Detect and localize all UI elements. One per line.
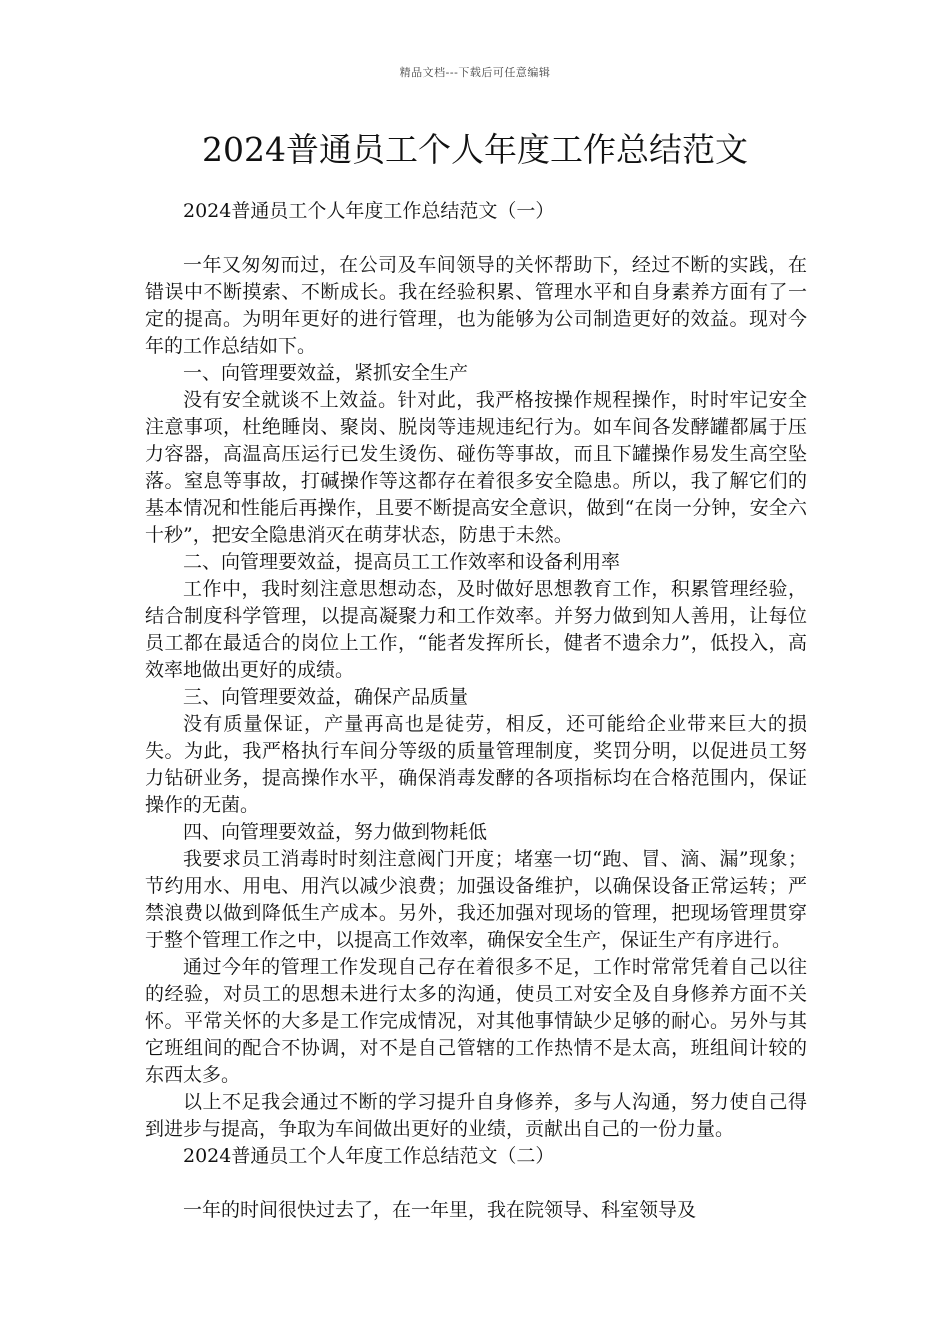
section-heading: 四、向管理要效益，努力做到物耗低 [183, 821, 488, 843]
section-subtitle: 2024普通员工个人年度工作总结范文（二） [183, 1145, 555, 1167]
section-heading: 三、向管理要效益，确保产品质量 [183, 686, 469, 708]
body-paragraph: 我要求员工消毒时时刻注意阀门开度；堵塞一切“跑、冒、滴、漏”现象；节约用水、用电、用汽以减少浪费；加强设备维护，以确保设备正常运转；严禁浪费以做到降低生产成本。另外，我还加强对现场的管理，把现场管理贯穿于整个管理工作之中，以提高工作效率，确保安全生产，保证生产有序进行。 [145, 848, 807, 951]
body-paragraph: 没有质量保证，产量再高也是徒劳，相反，还可能给企业带来巨大的损失。为此，我严格执行车间分等级的质量管理制度，奖罚分明，以促进员工努力钻研业务，提高操作水平，确保消毒发酵的各项指标均在合格范围内，保证操作的无菌。 [145, 713, 807, 816]
document-body [145, 198, 807, 1224]
section-heading: 一、向管理要效益，紧抓安全生产 [183, 362, 469, 384]
body-paragraph: 以上不足我会通过不断的学习提升自身修养，多与人沟通，努力使自己得到进步与提高，争取为车间做出更好的业绩，贡献出自己的一份力量。 [145, 1091, 807, 1140]
section-heading: 二、向管理要效益，提高员工工作效率和设备利用率 [183, 551, 621, 573]
body-paragraph: 通过今年的管理工作发现自己存在着很多不足，工作时常常凭着自己以往的经验，对员工的思想未进行太多的沟通，使员工对安全及自身修养方面不关怀。平常关怀的大多是工作完成情况，对其他事情缺少足够的耐心。另外与其它班组间的配合不协调，对不是自己管辖的工作热情不是太高，班组间计较的东西太多。 [145, 956, 807, 1086]
body-paragraph: 一年的时间很快过去了，在一年里，我在院领导、科室领导及 [183, 1199, 697, 1221]
body-paragraph: 工作中，我时刻注意思想动态，及时做好思想教育工作，积累管理经验，结合制度科学管理，以提高凝聚力和工作效率。并努力做到知人善用，让每位员工都在最适合的岗位上工作，“能者发挥所长，健者不遗余力”，低投入，高效率地做出更好的成绩。 [145, 578, 807, 681]
body-paragraph: 没有安全就谈不上效益。针对此，我严格按操作规程操作，时时牢记安全注意事项，杜绝睡岗、聚岗、脱岗等违规违纪行为。如车间各发酵罐都属于压力容器，高温高压运行已发生烫伤、碰伤等事故，而且下罐操作易发生高空坠落。窒息等事故，打碱操作等这都存在着很多安全隐患。所以，我了解它们的基本情况和性能后再操作，且要不断提高安全意识，做到“在岗一分钟，安全六十秒”，把安全隐患消灭在萌芽状态，防患于未然。 [145, 389, 807, 546]
body-paragraph: 一年又匆匆而过，在公司及车间领导的关怀帮助下，经过不断的实践，在错误中不断摸索、不断成长。我在经验积累、管理水平和自身素养方面有了一定的提高。为明年更好的进行管理，也为能够为公司制造更好的效益。现对今年的工作总结如下。 [145, 254, 807, 357]
header-note: 精品文档---下载后可任意编辑 [399, 66, 551, 79]
section-subtitle: 2024普通员工个人年度工作总结范文（一） [183, 200, 555, 222]
document-title: 2024普通员工个人年度工作总结范文 [202, 130, 748, 169]
